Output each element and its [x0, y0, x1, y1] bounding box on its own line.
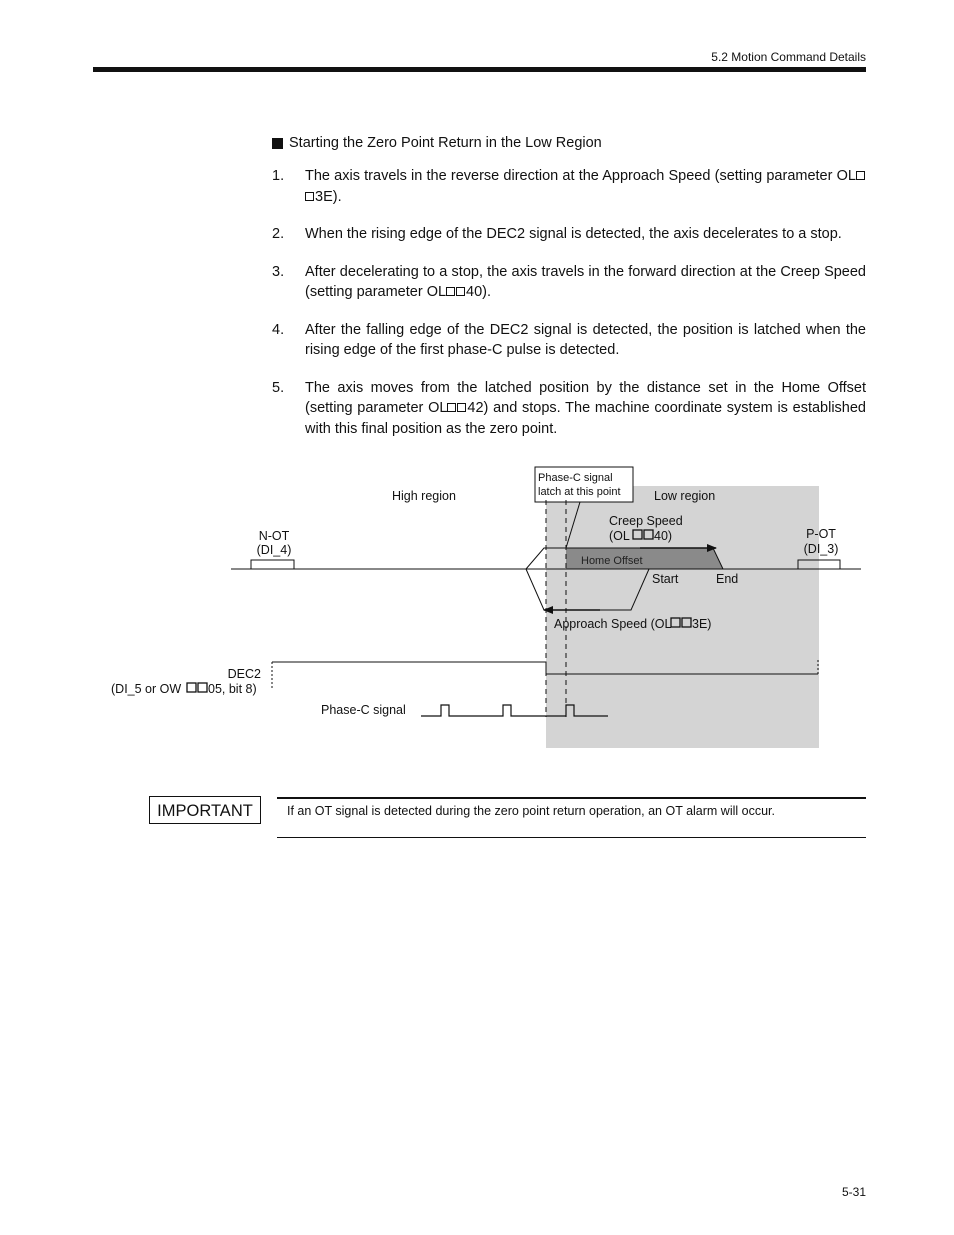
high-region-label: High region: [392, 489, 456, 503]
important-top-rule: [277, 797, 866, 799]
latch-callout-line1: Phase-C signal: [538, 472, 613, 484]
start-label: Start: [652, 572, 679, 586]
placeholder-box-icon: [198, 683, 207, 692]
svg-text:05, bit 8): 05, bit 8): [208, 682, 257, 696]
svg-text:(DI_5 or OW: (DI_5 or OW: [111, 682, 182, 696]
home-offset-label: Home Offset: [581, 555, 643, 567]
phase-c-signal-label: Phase-C signal: [321, 703, 406, 717]
n-ot-label: N-OT: [258, 529, 290, 543]
svg-text:3E): 3E): [692, 617, 712, 631]
step-number: 2.: [272, 226, 285, 242]
svg-text:(OL: (OL: [609, 529, 630, 543]
n-ot-limit-marker: [251, 560, 294, 569]
p-ot-signal-label: (DI_3): [803, 542, 839, 556]
svg-text:Approach Speed (OL: Approach Speed (OL: [554, 617, 672, 631]
low-region-label: Low region: [654, 489, 716, 503]
header-section-label: 5.2 Motion Command Details: [711, 50, 866, 64]
page-number: 5-31: [841, 1185, 866, 1199]
step-text: The axis moves from the latched position by the distance set in the Home Offset (setting parameter OL 42) and stops. The machine coordinate system is established with this final position as the zero point.: [305, 379, 866, 437]
p-ot-label: P-OT: [806, 527, 836, 541]
section-title-text: Starting the Zero Point Return in the Low Region: [289, 135, 602, 151]
latch-callout-line2: latch at this point: [538, 486, 621, 498]
placeholder-box-icon: [187, 683, 196, 692]
step-number: 5.: [272, 379, 285, 396]
step-number: 4.: [272, 321, 285, 338]
dec2-signal-label: [111, 682, 257, 696]
step-text: When the rising edge of the DEC2 signal is detected, the axis decelerates to a stop.: [305, 226, 842, 242]
important-label: IMPORTANT: [149, 796, 261, 824]
dec2-label: DEC2: [227, 667, 261, 681]
important-text: If an OT signal is detected during the zero point return operation, an OT alarm will occur.: [287, 804, 775, 818]
svg-text:40): 40): [654, 529, 673, 543]
step-text: After the falling edge of the DEC2 signal is detected, the position is latched when the rising edge of the first phase-C pulse is detected.: [305, 321, 866, 358]
end-label: End: [716, 572, 739, 586]
step-text: After decelerating to a stop, the axis travels in the forward direction at the Creep Speed (setting parameter OL 40).: [305, 263, 866, 300]
step-text: The axis travels in the reverse direction at the Approach Speed (setting parameter OL3E).: [305, 166, 866, 207]
step-number: 1.: [272, 168, 285, 184]
step-number: 3.: [272, 263, 285, 280]
creep-speed-label: Creep Speed: [609, 514, 683, 528]
n-ot-signal-label: (DI_4): [256, 543, 292, 557]
important-bottom-rule: [277, 837, 866, 838]
